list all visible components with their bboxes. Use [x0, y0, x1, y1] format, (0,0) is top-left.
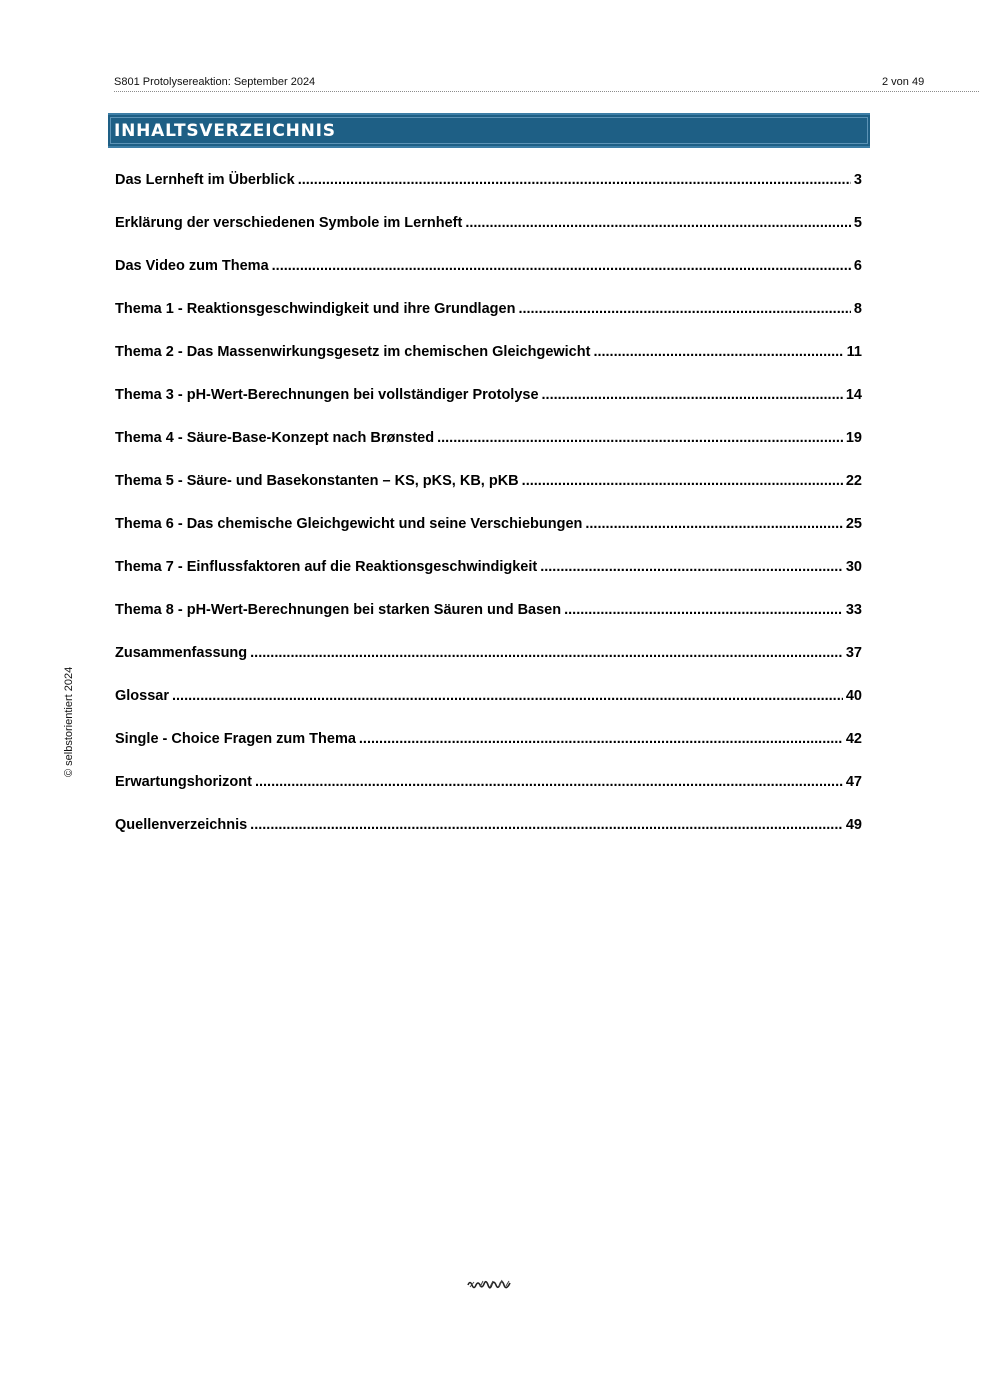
- toc-entry[interactable]: [115, 729, 862, 772]
- toc-entry[interactable]: [115, 471, 862, 514]
- toc-entry-title[interactable]: Thema 7 - Einflussfaktoren auf die Reaktionsgeschwindigkeit: [115, 559, 538, 575]
- toc-entry-page[interactable]: 25: [845, 516, 862, 532]
- page-header: [114, 75, 979, 92]
- toc-entry[interactable]: [115, 213, 862, 256]
- toc-entry[interactable]: [115, 385, 862, 428]
- toc-entry-title[interactable]: Thema 1 - Reaktionsgeschwindigkeit und ihre Grundlagen: [115, 301, 516, 317]
- toc-dot-leader: [540, 557, 843, 577]
- toc-heading-banner: [108, 113, 870, 148]
- toc-entry-title[interactable]: Erwartungshorizont: [115, 774, 252, 790]
- toc-entry-title[interactable]: Das Video zum Thema: [115, 258, 269, 274]
- toc-dot-leader: [250, 643, 843, 663]
- toc-entry[interactable]: [115, 557, 862, 600]
- toc-entry[interactable]: [115, 299, 862, 342]
- document-title: S801 Protolysereaktion: September 2024: [114, 76, 316, 88]
- toc-dot-leader: [593, 342, 843, 362]
- toc-entry-page[interactable]: 11: [846, 344, 862, 360]
- toc-entry[interactable]: [115, 643, 862, 686]
- toc-entry-page[interactable]: 8: [853, 301, 862, 317]
- toc-entry[interactable]: [115, 815, 862, 858]
- toc-dot-leader: [542, 385, 843, 405]
- toc-entry-page[interactable]: 22: [845, 473, 862, 489]
- toc-dot-leader: [518, 299, 850, 319]
- toc-entry-page[interactable]: 30: [845, 559, 862, 575]
- toc-entry-page[interactable]: 40: [845, 688, 862, 704]
- toc-entry-page[interactable]: 14: [845, 387, 862, 403]
- toc-entry[interactable]: [115, 342, 862, 385]
- toc-dot-leader: [272, 256, 851, 276]
- toc-dot-leader: [437, 428, 843, 448]
- toc-dot-leader: [255, 772, 843, 792]
- toc-entry-title[interactable]: Thema 6 - Das chemische Gleichgewicht und seine Verschiebungen: [115, 516, 583, 532]
- toc-entry-title[interactable]: Glossar: [115, 688, 169, 704]
- toc-entry-page[interactable]: 33: [845, 602, 862, 618]
- toc-entry-title[interactable]: Single - Choice Fragen zum Thema: [115, 731, 356, 747]
- toc-entry[interactable]: [115, 514, 862, 557]
- toc-entry-title[interactable]: Quellenverzeichnis: [115, 817, 248, 833]
- toc-entry[interactable]: [115, 600, 862, 643]
- toc-entry-page[interactable]: 5: [853, 215, 862, 231]
- toc-entry-title[interactable]: Thema 2 - Das Massenwirkungsgesetz im chemischen Gleichgewicht: [115, 344, 591, 360]
- toc-entry-page[interactable]: 47: [845, 774, 862, 790]
- toc-entry-title[interactable]: Thema 8 - pH-Wert-Berechnungen bei starken Säuren und Basen: [115, 602, 562, 618]
- toc-entry-title[interactable]: Das Lernheft im Überblick: [115, 172, 295, 188]
- toc-entry-title[interactable]: Thema 4 - Säure-Base-Konzept nach Brønsted: [115, 430, 435, 446]
- selbstorientiert-logo-icon: [466, 1276, 512, 1290]
- toc-dot-leader: [172, 686, 843, 706]
- table-of-contents: [115, 170, 862, 858]
- toc-dot-leader: [298, 170, 851, 190]
- toc-entry-page[interactable]: 49: [845, 817, 862, 833]
- toc-entry-title[interactable]: Zusammenfassung: [115, 645, 248, 661]
- toc-entry-page[interactable]: 42: [845, 731, 862, 747]
- toc-entry[interactable]: [115, 256, 862, 299]
- toc-entry-page[interactable]: 3: [853, 172, 862, 188]
- toc-entry-title[interactable]: Thema 5 - Säure- und Basekonstanten – KS, pKS, KB, pKB: [115, 473, 519, 489]
- toc-entry-page[interactable]: 19: [845, 430, 862, 446]
- toc-entry[interactable]: [115, 428, 862, 471]
- toc-entry[interactable]: [115, 686, 862, 729]
- toc-dot-leader: [585, 514, 842, 534]
- toc-entry-title[interactable]: Thema 3 - pH-Wert-Berechnungen bei vollständiger Protolyse: [115, 387, 539, 403]
- toc-dot-leader: [465, 213, 851, 233]
- toc-dot-leader: [564, 600, 843, 620]
- toc-dot-leader: [522, 471, 843, 491]
- page-number: 2 von 49: [882, 76, 925, 88]
- toc-dot-leader: [359, 729, 843, 749]
- toc-heading: INHALTSVERZEICHNIS: [114, 121, 336, 141]
- toc-entry-title[interactable]: Erklärung der verschiedenen Symbole im Lernheft: [115, 215, 463, 231]
- copyright-notice: © selbstorientiert 2024: [63, 666, 75, 777]
- toc-entry[interactable]: [115, 170, 862, 213]
- toc-entry[interactable]: [115, 772, 862, 815]
- toc-entry-page[interactable]: 37: [845, 645, 862, 661]
- toc-dot-leader: [250, 815, 843, 835]
- toc-entry-page[interactable]: 6: [853, 258, 862, 274]
